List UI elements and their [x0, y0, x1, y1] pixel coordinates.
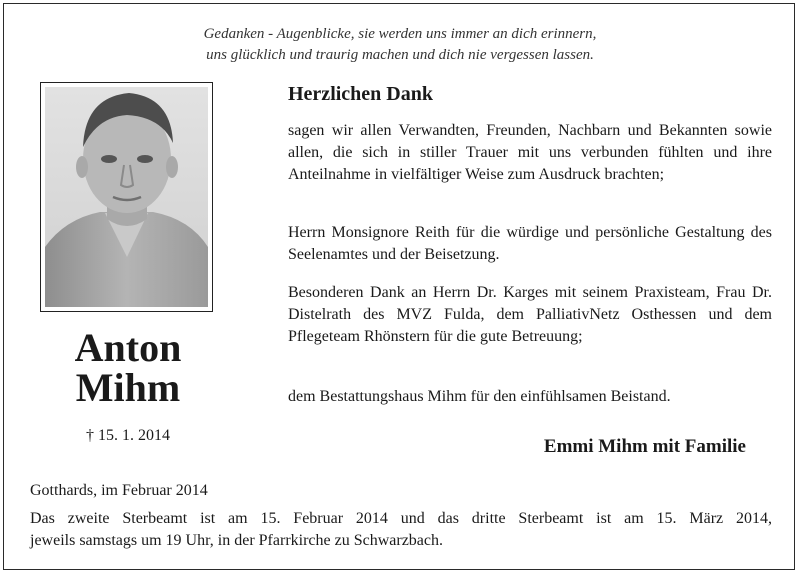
portrait-frame [40, 82, 213, 312]
death-date: † 15. 1. 2014 [86, 427, 170, 444]
place-date: Gotthards, im Februar 2014 [30, 482, 208, 499]
thanks-paragraph-relatives: sagen wir allen Verwandten, Freunden, Nachbarn und Bekannten sowie allen, die sich in stiller Trauer mit uns verbunden fühlten und ihre Anteilnahme in vielfältiger Weise zum Ausdruck brachten; [288, 122, 772, 183]
signature: Emmi Mihm mit Familie [543, 436, 746, 457]
mass-notice-line-2: jeweils samstags um 19 Uhr, in der Pfarrkirche zu Schwarzbach. [30, 532, 444, 549]
quote-line-1: Gedanken - Augenblicke, sie werden uns immer an dich erinnern, [203, 26, 597, 42]
mass-notice-line-1: Das zweite Sterbeamt ist am 15. Februar 2014 und das dritte Sterbeamt ist am 15. März 2014, [30, 510, 772, 527]
deceased-last-name: Mihm [75, 365, 181, 410]
thanks-paragraph-doctors: Besonderen Dank an Herrn Dr. Karges mit seinem Praxisteam, Frau Dr. Distelrath des MVZ Fulda, dem PalliativNetz Osthessen und dem Pflegeteam Rhönstern für die gute Betreuung; [288, 284, 772, 345]
thanks-heading: Herzlichen Dank [288, 83, 433, 105]
deceased-first-name: Anton [74, 325, 182, 370]
quote-line-2: uns glücklich und traurig machen und dich nie vergessen lassen. [206, 47, 594, 63]
thanks-paragraph-monsignore: Herrn Monsignore Reith für die würdige und persönliche Gestaltung des Seelenamtes und der Beisetzung. [288, 224, 772, 263]
mass-notice [30, 508, 772, 552]
portrait-photo [45, 87, 208, 307]
thanks-paragraph-funeral-home: dem Bestattungshaus Mihm für den einfühlsamen Beistand. [288, 388, 671, 405]
memorial-quote [0, 24, 800, 66]
